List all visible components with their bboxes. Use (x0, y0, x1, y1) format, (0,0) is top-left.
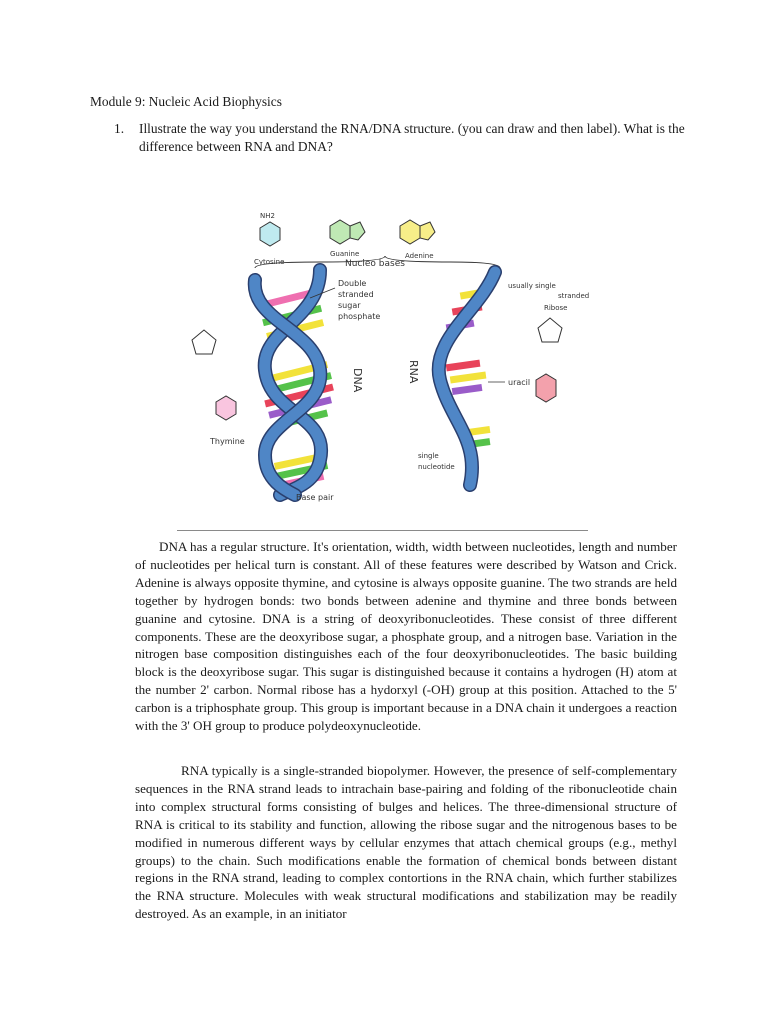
paragraph-rna: RNA typically is a single-stranded biopolymer. However, the presence of self-complementary sequences in the RNA strand leads to intrachain base-pairing and folding of the ribonucleotide chain into complex structural forms consisting of bulges and helices. The three-dimensional structure of RNA is critical to its stability and function, allowing the ribose sugar and the nitrogenous bases to be modified in numerous different ways by cellular enzymes that attach chemical groups (e.g., methyl groups) to the chain. Such modifications enable the formation of chemical bonds between distant regions in the RNA strand, leading to complex contortions in the RNA chain, which further stabilizes the RNA structure. Molecules with weak structural modifications and stabilization may be readily destroyed. As an example, in an initiator (135, 763, 677, 922)
question-number: 1. (114, 121, 125, 136)
rna-single-strand (439, 272, 495, 485)
adenine-label: Adenine (405, 252, 434, 260)
single-nucleotide-label-2: nucleotide (418, 463, 455, 471)
separator-line (177, 530, 588, 531)
single-nucleotide-label-1: single (418, 452, 439, 460)
cytosine-molecule (260, 222, 280, 246)
deoxyribose-molecule (192, 330, 216, 354)
cytosine-label: Cytosine (254, 258, 285, 266)
thymine-molecule (216, 396, 236, 420)
double-stranded-label-4: phosphate (338, 312, 381, 321)
double-stranded-label-1: Double (338, 279, 367, 288)
rna-label: RNA (407, 360, 420, 384)
thymine-label: Thymine (210, 437, 245, 446)
double-stranded-label-3: sugar (338, 301, 361, 310)
dna-rna-drawing (170, 200, 600, 515)
dna-label: DNA (351, 368, 364, 393)
usually-single-label-2: stranded (558, 292, 590, 300)
double-stranded-label-2: stranded (338, 290, 374, 299)
ribose-molecule (538, 318, 562, 342)
uracil-molecule (536, 374, 556, 402)
uracil-label: uracil (508, 378, 531, 387)
nh2-label: NH2 (260, 212, 275, 220)
module-title: Module 9: Nucleic Acid Biophysics (90, 94, 282, 109)
nucleobases-label: Nucleo bases (345, 259, 405, 269)
dna-double-helix (255, 270, 334, 495)
guanine-label: Guanine (330, 250, 360, 258)
guanine-molecule (330, 220, 365, 244)
base-pair-label: Base pair (296, 493, 334, 502)
adenine-molecule (400, 220, 435, 244)
paragraph-dna: DNA has a regular structure. It's orientation, width, width between nucleotides, length and number of nucleotides per helical turn is constant. All of these features were described by Watson and Crick. Adenine is always opposite thymine, and cytosine is always opposite guanine. The two strands are held together by hydrogen bonds: two bonds between adenine and thymine and three bonds between guanine and cytosine. DNA is a string of deoxyribonucleotides. These consist of three different components. These are the deoxyribose sugar, a phosphate group, and a nitrogen base. Variation in the nitrogen base composition distinguishes each of the four deoxyribonucleotides. The basic building block is the deoxyribose sugar. This sugar is distinguished because it contains a hydrogen (H) atom at the number 2' carbon. Normal ribose has a hydorxyl (-OH) group at this position. Attached to the 5' carbon is a triphosphate group. This group is important because in a DNA chain it undergoes a reaction with the 3' OH group to produce polydeoxynucleotide. (135, 539, 677, 734)
question-text: Illustrate the way you understand the RNA/DNA structure. (you can draw and then label). What is the difference between RNA and DNA? (139, 121, 685, 154)
usually-single-label-1: usually single (508, 282, 556, 290)
ribose-label: Ribose (544, 304, 568, 312)
